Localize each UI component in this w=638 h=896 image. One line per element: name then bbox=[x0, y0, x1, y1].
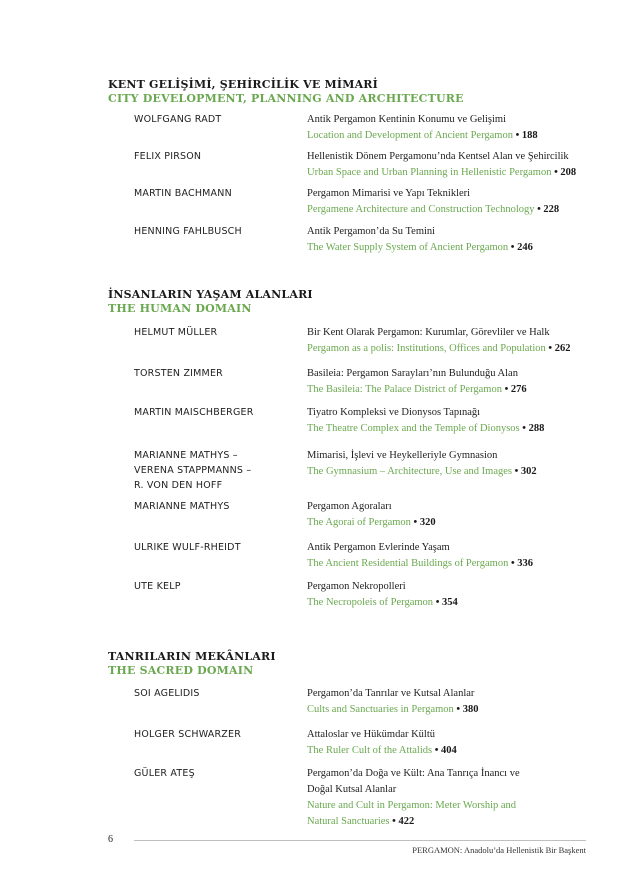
bullet-separator: • bbox=[433, 597, 442, 608]
author-line: HELMUT MÜLLER bbox=[134, 327, 218, 338]
author-line: FELIX PIRSON bbox=[134, 151, 202, 162]
title-turkish: Antik Pergamon’da Su Temini bbox=[307, 226, 436, 237]
entry-titles bbox=[307, 186, 597, 218]
title-turkish: Pergamon Agoraları bbox=[307, 501, 392, 512]
page-reference[interactable] bbox=[432, 745, 457, 756]
bullet-separator: • bbox=[534, 204, 544, 215]
footer-rule bbox=[134, 840, 586, 841]
title-english bbox=[307, 421, 597, 437]
page-number-ref: 336 bbox=[517, 558, 534, 569]
page-reference[interactable] bbox=[390, 816, 415, 827]
bullet-separator: • bbox=[508, 242, 518, 253]
section-heading-city bbox=[108, 78, 588, 106]
author-line: MARTIN MAISCHBERGER bbox=[134, 407, 254, 418]
bullet-separator: • bbox=[501, 384, 511, 395]
entry-titles bbox=[307, 112, 597, 144]
title-english bbox=[307, 595, 597, 611]
bullet-separator: • bbox=[432, 745, 442, 756]
title-turkish: Basileia: Pergamon Sarayları’nın Bulunduğu Alan bbox=[307, 368, 518, 379]
title-english-text: The Agorai of Pergamon bbox=[307, 517, 411, 528]
section-title-tr: İNSANLARIN YAŞAM ALANLARI bbox=[108, 288, 313, 301]
title-english-text: The Ruler Cult of the Attalids bbox=[307, 745, 433, 756]
title-turkish: Attaloslar ve Hükümdar Kültü bbox=[307, 729, 436, 740]
bullet-separator: • bbox=[453, 704, 463, 715]
title-turkish: Tiyatro Kompleksi ve Dionysos Tapınağı bbox=[307, 407, 481, 418]
entry-titles bbox=[307, 727, 597, 759]
bullet-separator: • bbox=[545, 343, 555, 354]
title-turkish: Antik Pergamon Kentinin Konumu ve Gelişimi bbox=[307, 114, 506, 125]
title-turkish: Pergamon Nekropolleri bbox=[307, 581, 406, 592]
title-english-text: Natural Sanctuaries bbox=[307, 816, 390, 827]
entry-titles bbox=[307, 224, 597, 256]
title-english-text: The Gymnasium – Architecture, Use and Images bbox=[307, 466, 512, 477]
entry-author bbox=[134, 579, 304, 594]
title-english bbox=[307, 556, 597, 572]
title-english-text: The Theatre Complex and the Temple of Dionysos bbox=[307, 423, 520, 434]
title-english-text: The Ancient Residential Buildings of Pergamon bbox=[307, 558, 509, 569]
page-number-ref: 228 bbox=[543, 204, 560, 215]
author-line: MARTIN BACHMANN bbox=[134, 188, 232, 199]
title-english-text: The Basileia: The Palace District of Pergamon bbox=[307, 384, 502, 395]
title-english bbox=[307, 814, 597, 830]
page-reference[interactable] bbox=[512, 466, 537, 477]
section-title-en: THE SACRED DOMAIN bbox=[108, 664, 254, 677]
title-english bbox=[307, 165, 597, 181]
entry-author bbox=[134, 405, 304, 420]
entry-author bbox=[134, 149, 304, 164]
section-title-tr: TANRILARIN MEKÂNLARI bbox=[108, 650, 276, 663]
entry-titles bbox=[307, 366, 597, 398]
author-line: VERENA STAPPMANNS – bbox=[134, 465, 252, 476]
title-english-text: The Necropoleis of Pergamon bbox=[307, 597, 434, 608]
page-number-ref: 288 bbox=[528, 423, 545, 434]
page-reference[interactable] bbox=[551, 167, 576, 178]
bullet-separator: • bbox=[389, 816, 399, 827]
page-number-ref: 320 bbox=[419, 517, 436, 528]
title-turkish: Bir Kent Olarak Pergamon: Kurumlar, Görevliler ve Halk bbox=[307, 327, 550, 338]
entry-titles bbox=[307, 579, 597, 611]
entry-titles bbox=[307, 149, 597, 181]
running-title: PERGAMON: Anadolu’da Hellenistik Bir Başkent bbox=[412, 845, 586, 855]
title-english bbox=[307, 382, 597, 398]
title-english bbox=[307, 202, 597, 218]
title-english bbox=[307, 464, 597, 480]
entry-author bbox=[134, 727, 304, 742]
title-english-text: Nature and Cult in Pergamon: Meter Worship and bbox=[307, 800, 517, 811]
bullet-separator: • bbox=[508, 558, 518, 569]
page-number: 6 bbox=[108, 834, 113, 845]
title-english-text: Pergamon as a polis: Institutions, Offices and Population bbox=[307, 343, 546, 354]
page-reference[interactable] bbox=[502, 384, 527, 395]
section-title-en: CITY DEVELOPMENT, PLANNING AND ARCHITECTURE bbox=[108, 92, 464, 105]
author-line: MARIANNE MATHYS – bbox=[134, 450, 238, 461]
entry-titles bbox=[307, 499, 597, 531]
title-turkish: Doğal Kutsal Alanlar bbox=[307, 784, 397, 795]
bullet-separator: • bbox=[512, 130, 522, 141]
title-turkish: Antik Pergamon Evlerinde Yaşam bbox=[307, 542, 450, 553]
author-line: TORSTEN ZIMMER bbox=[134, 368, 223, 379]
entry-titles bbox=[307, 325, 597, 357]
author-line: HENNING FAHLBUSCH bbox=[134, 226, 242, 237]
title-english-text: Pergamene Architecture and Construction Technology bbox=[307, 204, 535, 215]
title-english bbox=[307, 515, 597, 531]
page-reference[interactable] bbox=[520, 423, 545, 434]
author-line: UTE KELP bbox=[134, 581, 181, 592]
title-turkish: Mimarisi, İşlevi ve Heykelleriyle Gymnasion bbox=[307, 450, 498, 461]
section-title-tr: KENT GELİŞİMİ, ŞEHİRCİLİK VE MİMARİ bbox=[108, 78, 378, 91]
entry-titles bbox=[307, 405, 597, 437]
entry-author bbox=[134, 112, 304, 127]
page-number-ref: 276 bbox=[510, 384, 527, 395]
page-number-ref: 208 bbox=[560, 167, 577, 178]
bullet-separator: • bbox=[511, 466, 521, 477]
page-reference[interactable] bbox=[534, 204, 559, 215]
entry-titles bbox=[307, 686, 597, 718]
title-english bbox=[307, 798, 597, 814]
title-english bbox=[307, 128, 597, 144]
bullet-separator: • bbox=[519, 423, 529, 434]
bullet-separator: • bbox=[410, 517, 420, 528]
page-number-ref: 302 bbox=[520, 466, 537, 477]
section-heading-human bbox=[108, 288, 588, 316]
page-number-ref: 246 bbox=[517, 242, 533, 253]
page-reference[interactable] bbox=[546, 343, 571, 354]
entry-author bbox=[134, 224, 304, 239]
page-reference[interactable] bbox=[508, 558, 533, 569]
page-number-ref: 404 bbox=[441, 745, 457, 756]
author-line: SOI AGELIDIS bbox=[134, 688, 200, 699]
title-english-text: The Water Supply System of Ancient Pergamon bbox=[307, 242, 509, 253]
author-line: GÜLER ATEŞ bbox=[134, 768, 195, 779]
title-turkish: Hellenistik Dönem Pergamonu’nda Kentsel Alan ve Şehircilik bbox=[307, 151, 569, 162]
entry-author bbox=[134, 766, 304, 781]
title-english-text: Cults and Sanctuaries in Pergamon bbox=[307, 704, 454, 715]
title-english bbox=[307, 341, 597, 357]
section-title-en: THE HUMAN DOMAIN bbox=[108, 302, 252, 315]
page-reference[interactable] bbox=[513, 130, 538, 141]
title-english bbox=[307, 743, 597, 759]
page-reference[interactable] bbox=[508, 242, 533, 253]
entry-author bbox=[134, 186, 304, 201]
author-line: ULRIKE WULF-RHEIDT bbox=[134, 542, 241, 553]
author-line: HOLGER SCHWARZER bbox=[134, 729, 241, 740]
entry-author bbox=[134, 325, 304, 340]
title-turkish: Pergamon’da Tanrılar ve Kutsal Alanlar bbox=[307, 688, 475, 699]
entry-author bbox=[134, 686, 304, 701]
entry-titles bbox=[307, 540, 597, 572]
entry-author bbox=[134, 448, 304, 493]
page-number-ref: 188 bbox=[521, 130, 538, 141]
section-heading-sacred bbox=[108, 650, 588, 678]
title-english-text: Location and Development of Ancient Pergamon bbox=[307, 130, 513, 141]
title-turkish: Pergamon’da Doğa ve Kült: Ana Tanrıça İnancı ve bbox=[307, 768, 520, 779]
title-english-text: Urban Space and Urban Planning in Hellenistic Pergamon bbox=[307, 167, 552, 178]
entry-author bbox=[134, 366, 304, 381]
author-line: WOLFGANG RADT bbox=[134, 114, 222, 125]
page-reference[interactable] bbox=[411, 517, 436, 528]
page-number-ref: 422 bbox=[398, 816, 415, 827]
page-number-ref: 380 bbox=[462, 704, 479, 715]
title-english bbox=[307, 240, 597, 256]
page-reference[interactable] bbox=[454, 704, 479, 715]
author-line: MARIANNE MATHYS bbox=[134, 501, 230, 512]
title-english bbox=[307, 702, 597, 718]
title-turkish: Pergamon Mimarisi ve Yapı Teknikleri bbox=[307, 188, 471, 199]
entry-titles bbox=[307, 766, 597, 830]
page-number-ref: 354 bbox=[442, 597, 458, 608]
entry-author bbox=[134, 540, 304, 555]
bullet-separator: • bbox=[551, 167, 561, 178]
page-reference[interactable] bbox=[433, 597, 458, 608]
page-number-ref: 262 bbox=[554, 343, 571, 354]
entry-titles bbox=[307, 448, 597, 480]
author-line: R. VON DEN HOFF bbox=[134, 480, 223, 491]
entry-author bbox=[134, 499, 304, 514]
